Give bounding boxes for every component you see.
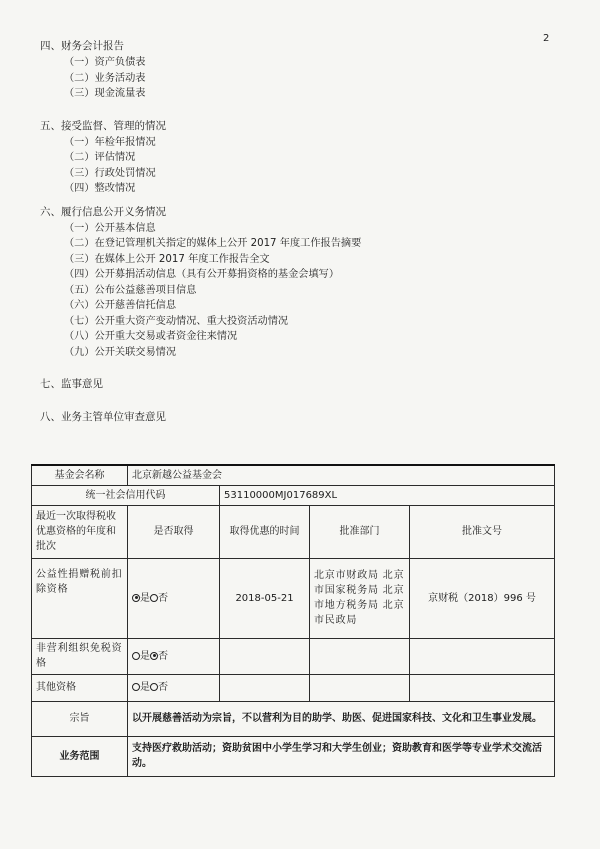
list-item: （二）在登记管理机关指定的媒体上公开 2017 年度工作报告摘要	[64, 238, 362, 249]
obtained-date	[220, 674, 310, 701]
list-item: （一）资产负债表	[64, 57, 146, 68]
obtained-radio-group	[128, 558, 220, 638]
purpose-value: 以开展慈善活动为宗旨，不以营利为目的助学、助医、促进国家科技、文化和卫生事业发展。	[128, 701, 555, 736]
scope-label: 业务范围	[32, 736, 128, 776]
obtained-radio-group	[128, 638, 220, 674]
list-item: （九）公开关联交易情况	[64, 346, 177, 358]
list-item: （三）在媒体上公开 2017 年度工作报告全文	[64, 253, 270, 265]
approval-dept	[310, 638, 410, 674]
list-item: （一）年检年报情况	[64, 136, 156, 148]
row-label: 非营利组织免税资格	[32, 638, 128, 674]
report-outline	[40, 38, 560, 426]
radio-no-selected-icon[interactable]	[150, 652, 158, 660]
row-label: 公益性捐赠税前扣除资格	[32, 558, 128, 638]
scope-value: 支持医疗救助活动；资助贫困中小学生学习和大学生创业；资助教育和医学等专业学术交流活动。	[128, 736, 555, 776]
header-tax-qualification: 最近一次取得税收优惠资格的年度和批次	[32, 505, 128, 558]
radio-yes-label: 是	[140, 682, 150, 693]
foundation-name-value: 北京新越公益基金会	[128, 465, 555, 485]
approval-dept: 北京市财政局 北京市国家税务局 北京市地方税务局 北京市民政局	[310, 558, 410, 638]
section-title: 五、接受监督、管理的情况	[40, 119, 166, 132]
list-item: （三）现金流量表	[64, 88, 146, 99]
header-obtained: 是否取得	[128, 505, 220, 558]
foundation-info-table	[31, 464, 555, 777]
header-approval-dept: 批准部门	[310, 505, 410, 558]
radio-yes-selected-icon[interactable]	[132, 594, 140, 602]
radio-yes-icon[interactable]	[132, 652, 140, 660]
header-approval-doc: 批准文号	[410, 505, 555, 558]
credit-code-label: 统一社会信用代码	[32, 485, 220, 505]
list-item: （四）公开募捐活动信息（具有公开募捐资格的基金会填写）	[64, 269, 340, 280]
obtained-date	[220, 638, 310, 674]
page-number: 2	[543, 33, 550, 44]
approval-doc: 京财税（2018）996 号	[410, 558, 555, 638]
section-title: 六、履行信息公开义务情况	[40, 205, 166, 218]
list-item: （二）评估情况	[64, 152, 136, 163]
radio-no-label: 否	[158, 650, 168, 662]
approval-dept	[310, 674, 410, 701]
radio-yes-icon[interactable]	[132, 683, 140, 691]
radio-yes-label: 是	[140, 592, 150, 604]
list-item: （六）公开慈善信托信息	[64, 300, 177, 311]
foundation-name-label: 基金会名称	[32, 465, 128, 485]
obtained-date: 2018-05-21	[220, 558, 310, 638]
purpose-label: 宗旨	[32, 701, 128, 736]
obtained-radio-group	[128, 674, 220, 701]
list-item: （七）公开重大资产变动情况、重大投资活动情况	[64, 315, 289, 327]
section-title: 七、监事意见	[40, 378, 103, 390]
list-item: （三）行政处罚情况	[64, 167, 156, 179]
radio-no-icon[interactable]	[150, 683, 158, 691]
credit-code-value: 53110000MJ017689XL	[220, 485, 555, 505]
list-item: （四）整改情况	[64, 183, 136, 194]
list-item: （一）公开基本信息	[64, 222, 156, 234]
list-item: （八）公开重大交易或者资金往来情况	[64, 331, 238, 342]
approval-doc	[410, 674, 555, 701]
list-item: （二）业务活动表	[64, 72, 146, 84]
header-obtained-date: 取得优惠的时间	[220, 505, 310, 558]
radio-no-label: 否	[158, 592, 168, 604]
section-title: 四、财务会计报告	[40, 40, 124, 52]
approval-doc	[410, 638, 555, 674]
list-item: （五）公布公益慈善项目信息	[64, 284, 197, 296]
row-label: 其他资格	[32, 674, 128, 701]
radio-no-icon[interactable]	[150, 594, 158, 602]
section-title: 八、业务主管单位审查意见	[40, 411, 166, 423]
radio-yes-label: 是	[140, 650, 150, 662]
radio-no-label: 否	[158, 682, 168, 693]
